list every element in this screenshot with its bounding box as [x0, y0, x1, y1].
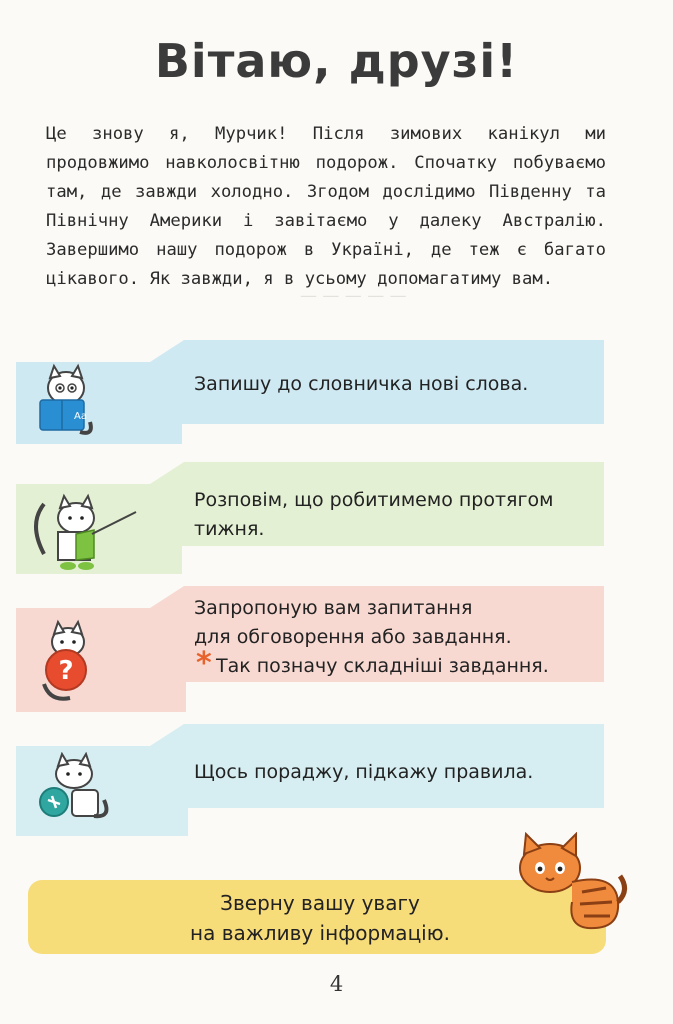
questions-text-line3: Так позначу складніші завдання.	[216, 655, 549, 677]
cat-teacher-icon	[24, 484, 144, 574]
plan-card-top	[150, 462, 604, 484]
questions-card-corner	[150, 586, 184, 608]
plan-card-corner	[150, 462, 184, 484]
orange-cat-icon	[506, 832, 632, 936]
cat-advice-icon	[28, 752, 118, 832]
questions-text-line2: для обговорення або завдання.	[194, 626, 512, 648]
advice-text: Щось пораджу, підкажу правила.	[194, 761, 534, 783]
advice-card-top	[150, 724, 604, 746]
book-label: Aa	[74, 411, 87, 422]
important-text-line1: Зверну вашу увагу	[220, 891, 420, 915]
cat-question-icon	[30, 618, 110, 708]
cat-reading-icon	[30, 362, 102, 444]
questions-text-line1: Запропоную вам запитання	[194, 597, 473, 619]
dictionary-card-corner	[150, 340, 184, 362]
important-text-line2: на важливу інформацію.	[190, 921, 450, 945]
plan-text-line1: Розповім, що робитимемо протягом	[194, 489, 554, 511]
advice-card-corner	[150, 724, 184, 746]
page-number: 4	[329, 972, 344, 996]
dictionary-text: Запишу до словничка нові слова.	[194, 373, 529, 395]
intro-paragraph: Це знову я, Мурчик! Після зимових канікул ми продовжимо навколосвітню подорож. Спочатку побуваємо там, де завжди холодно. Згодом дослідимо Південну та Північну Америки і завітаємо у далеку Австралію. Завершимо нашу подорож в Україні, де теж є багато цікавого. Як завжди, я в усьому допомагатиму вам.	[46, 124, 606, 289]
page-title: Вітаю, друзі!	[154, 34, 519, 88]
dictionary-card-top	[150, 340, 604, 362]
bleed-through: — — — — —	[300, 286, 407, 306]
difficulty-star-icon: *	[196, 646, 212, 681]
question-badge: ?	[58, 656, 74, 686]
plan-text-line2: тижня.	[194, 518, 265, 540]
